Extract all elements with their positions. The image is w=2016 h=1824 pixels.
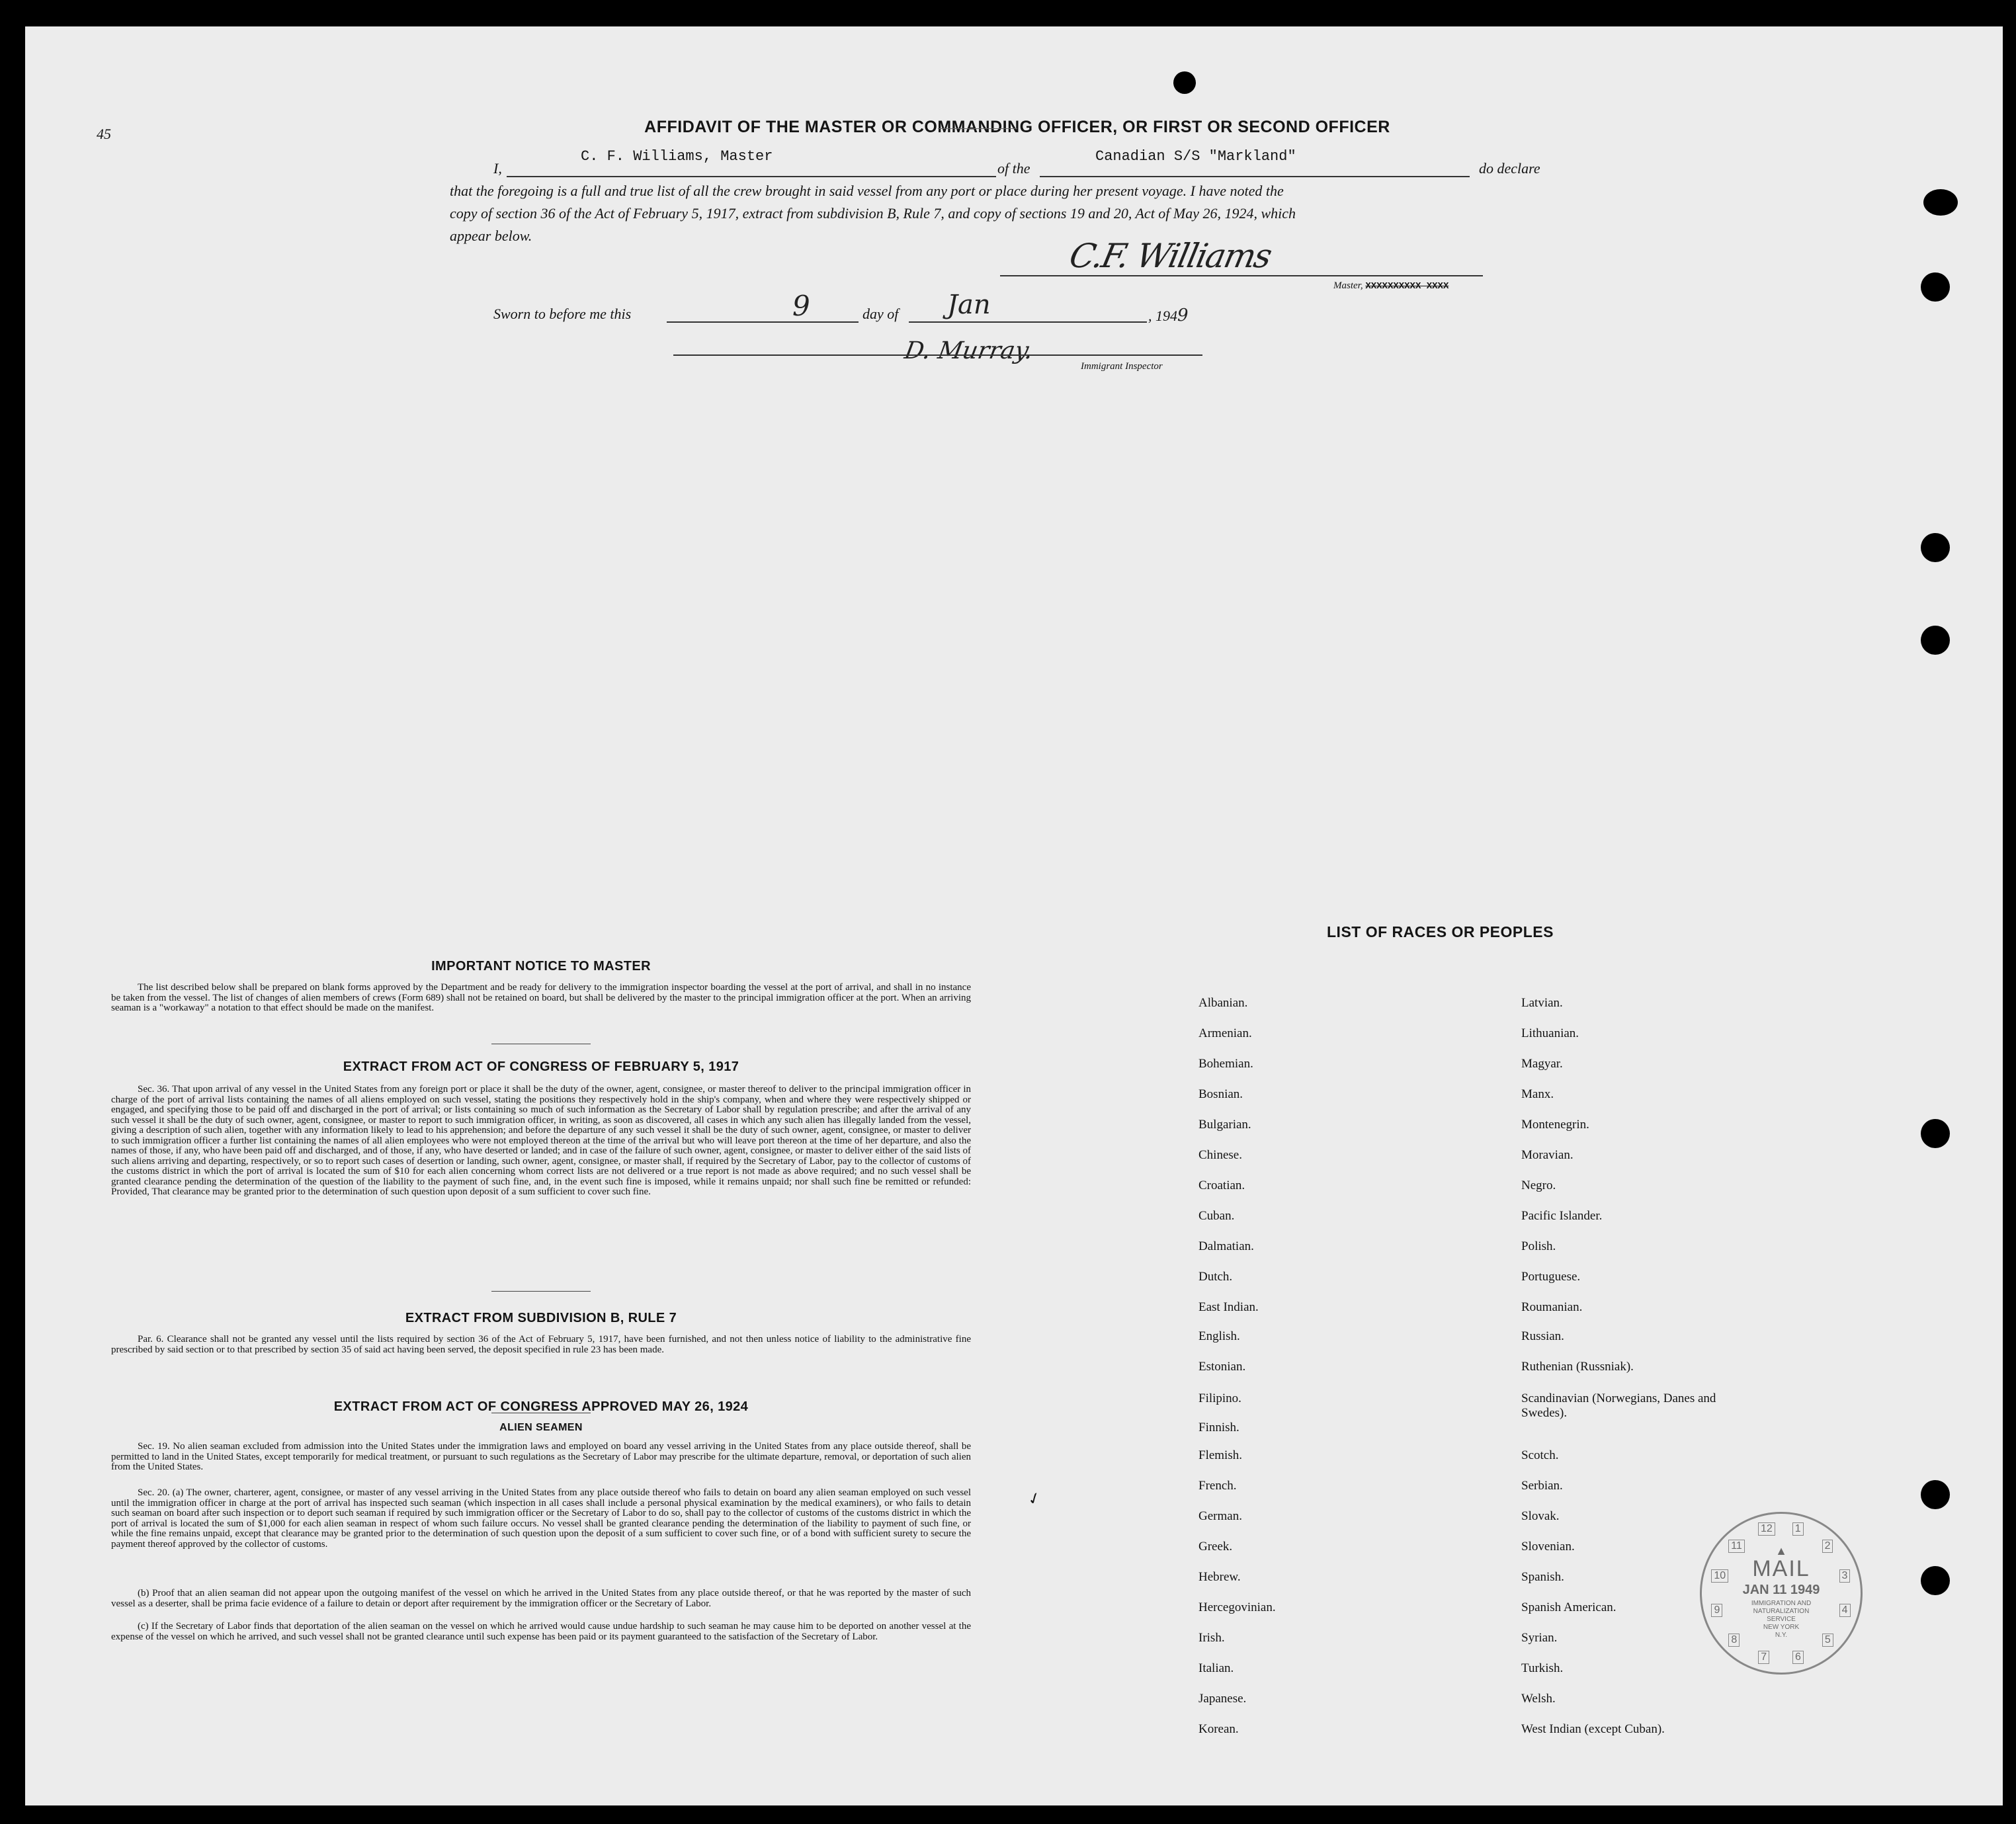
stamp-number: 3 [1839, 1569, 1851, 1583]
race-item: Manx. [1521, 1087, 1554, 1101]
race-item: Russian. [1521, 1329, 1564, 1343]
stamp-word: MAIL [1752, 1556, 1810, 1581]
race-item: Scandinavian (Norwegians, Danes and Swedes). [1521, 1391, 1716, 1420]
affidavit-title: AFFIDAVIT OF THE MASTER OR COMMANDING OFFICER, OR FIRST OR SECOND OFFICER [644, 118, 1390, 136]
inspector-label: Immigrant Inspector [1081, 361, 1163, 372]
race-item: Slovak. [1521, 1509, 1560, 1523]
race-item: Korean. [1198, 1722, 1239, 1736]
race-item: Pacific Islander. [1521, 1209, 1603, 1223]
stamp-line1: IMMIGRATION AND [1751, 1600, 1812, 1607]
sworn-year [1148, 306, 1189, 325]
inspector-line [673, 354, 1202, 356]
race-item: Japanese. [1198, 1692, 1247, 1706]
race-item: English. [1198, 1329, 1240, 1343]
punch-hole [1921, 626, 1950, 655]
mail-stamp [1700, 1512, 1863, 1675]
extract-1924-sec20c: (c) If the Secretary of Labor finds that deportation of the alien seaman on the vessel on which he arrived would cause undue hardship to such seaman he may cause him to be deported on another vessel at the expense of the vessel on which he arrived, and such vessel shall not be granted clearance until such expense has been paid or its payment guaranteed to the satisfaction of the Secretary of Labor. [111, 1621, 971, 1642]
year-prefix: , 194 [1148, 308, 1177, 324]
punch-hole [1921, 1480, 1950, 1509]
race-item: Albanian. [1198, 996, 1248, 1010]
race-item: Bulgarian. [1198, 1118, 1251, 1132]
extract-1924-title: EXTRACT FROM ACT OF CONGRESS APPROVED MAY 26, 1924 [333, 1399, 749, 1414]
stamp-number: 5 [1822, 1634, 1833, 1647]
extract-1924-sec19: Sec. 19. No alien seaman excluded from admission into the United States under the immigration laws and employed on board any vessel arriving in the United States from any place outside thereof, shall be permitted to land in the United States, except temporarily for medical treatment, or pursuant to such regulations as the Secretary of Labor may prescribe for the ultimate departure, removal, or deportation of such alien from the United States. [111, 1441, 971, 1472]
race-item: Filipino. [1198, 1391, 1241, 1405]
section-divider [491, 1291, 591, 1292]
name-line [507, 176, 996, 177]
extract-1917-text: Sec. 36. That upon arrival of any vessel in the United States from any foreign port or place it shall be the duty of the owner, agent, consignee, or master thereof to deliver to the principal immigration officer in charge of the port of arrival lists containing the names of all aliens employed on such vessel, stating the positions they respectively hold in the ship's company, when and where they were respectively shipped or engaged, and specifying those to be paid off and discharged in the port of arrival; or lists containing so much of such information as the Secretary of Labor shall by regulation prescribe; and after the arrival of any such vessel it shall be the duty of such owner, agent, consignee, or master to report to such immigration officer, in writing, as soon as discovered, all cases in which any such alien has illegally landed from the vessel, giving a description of such alien, together with any information likely to lead to his apprehension; and before the departure of any such vessel it shall be the duty of such owner, agent, consignee, or master to deliver to such immigration officer a further list containing the names of all alien employees who were not employed thereon at the time of the arrival but who will leave port thereon at the time of her departure, and also the names of those, if any, who have been paid off and discharged, and of those, if any, who have deserted or landed; and in case of the failure of such owner, agent, consignee, or master to deliver either of the said lists of such aliens arriving and departing, respectively, or so to report such cases of desertion or landing, such owner, agent, consignee, or master shall, if required by the Secretary of Labor, pay to the collector of customs of the customs district in which the port of arrival is located the sum of $10 for each alien concerning whom correct lists are not delivered or a true report is not made as above required; and no such vessel shall be granted clearance pending the determination of the question of the liability to the payment of such fine, and, in the event such fine is imposed, while it remains unpaid; nor shall such fine be remitted or refunded: Provided, That clearance may be granted prior to the determination of such question upon deposit of a sum sufficient to cover such fine. [111, 1084, 971, 1197]
extract-1924-sec20a: Sec. 20. (a) The owner, charterer, agent, consignee, or master of any vessel arriving in the United States from any place outside thereof who fails to detain on board any alien seaman employed on such vessel until the immigration officer in charge at the port of arrival has inspected such seaman (which inspection in all cases shall include a personal physical examination by the medical examiners), or who fails to detain such seaman on board after such inspection or to deport such seaman if required by such immigration officer or the Secretary of Labor to do so, shall pay to the collector of customs of the customs district in which the port of arrival is located the sum of $1,000 for each alien seaman in respect of whom such failure occurs. No vessel shall be granted clearance pending the determination of the liability to payment of such fine, or while the fine remains unpaid, except that clearance may be granted prior to the determination of such question upon the deposit of a sum sufficient to cover such fine, or of a bond with sufficient surety to secure the payment thereof approved by the collector of customs. [111, 1487, 971, 1550]
race-item: Bosnian. [1198, 1087, 1243, 1101]
race-item: Latvian. [1521, 996, 1563, 1010]
race-item: Italian. [1198, 1661, 1234, 1675]
punch-hole [1923, 189, 1958, 216]
race-item: Ruthenian (Russniak). [1521, 1360, 1634, 1374]
stamp-line5: N.Y. [1775, 1632, 1788, 1639]
stamp-arrow-icon: ▲ [1775, 1544, 1787, 1557]
stamp-number: 7 [1758, 1651, 1769, 1664]
master-struck: XXXXXXXXXX XXXX [1365, 281, 1449, 292]
race-item: Scotch. [1521, 1448, 1559, 1462]
race-item: Dutch. [1198, 1270, 1233, 1284]
declaration-line3: appear below. [450, 228, 532, 244]
extract-1924-sec20b: (b) Proof that an alien seaman did not appear upon the outgoing manifest of the vessel on which he arrived in the United States from any place outside thereof, or that he was reported by the master of such vessel as a deserter, shall be prima facie evidence of a failure to detain or deport after requirement by the immigration officer or the Secretary of Labor. [111, 1588, 971, 1609]
day-of-label: day of [862, 306, 899, 322]
master-signature: C.F. Williams [1066, 237, 1275, 275]
tick-mark: ✓ [1025, 1489, 1044, 1510]
race-item: Dalmatian. [1198, 1239, 1254, 1253]
punch-hole [1921, 533, 1950, 562]
notice-title: IMPORTANT NOTICE TO MASTER [431, 959, 651, 974]
inspector-signature: D. Murray. [902, 337, 1036, 364]
stamp-line3: SERVICE [1767, 1616, 1796, 1623]
declaration-line2: copy of section 36 of the Act of February 5, 1917, extract from subdivision B, Rule 7, and copy of sections 19 and 20, Act of May 26, 1924, which [450, 205, 1296, 222]
punch-hole [1921, 1566, 1950, 1595]
do-declare: do declare [1479, 160, 1540, 177]
race-item: Greek. [1198, 1540, 1233, 1554]
stamp-number: 1 [1792, 1522, 1804, 1536]
stamp-number: 6 [1792, 1651, 1804, 1664]
stamp-number: 2 [1822, 1540, 1833, 1553]
stamp-number: 8 [1728, 1634, 1740, 1647]
race-item: Estonian. [1198, 1360, 1246, 1374]
master-label-text: Master, [1333, 280, 1363, 291]
race-item: Croatian. [1198, 1179, 1245, 1192]
race-item: Finnish. [1198, 1421, 1239, 1434]
race-item: East Indian. [1198, 1300, 1259, 1314]
i-label: I, [493, 160, 502, 177]
punch-hole [1173, 71, 1196, 94]
race-item: Hebrew. [1198, 1570, 1241, 1584]
of-the-label: of the [997, 160, 1030, 177]
race-item: Irish. [1198, 1631, 1225, 1645]
punch-hole [1921, 1119, 1950, 1148]
race-item: Spanish American. [1521, 1600, 1617, 1614]
race-item: Welsh. [1521, 1692, 1556, 1706]
punch-hole [1921, 272, 1950, 302]
vessel-line [1040, 176, 1470, 177]
race-item: Turkish. [1521, 1661, 1564, 1675]
extract-1924-subtitle: ALIEN SEAMEN [499, 1422, 583, 1433]
race-item: Syrian. [1521, 1631, 1558, 1645]
year-suffix: 9 [1177, 306, 1189, 325]
race-item: Serbian. [1521, 1479, 1563, 1493]
extract-1917-title: EXTRACT FROM ACT OF CONGRESS OF FEBRUARY 5, 1917 [343, 1059, 739, 1074]
sworn-month: Jan [947, 290, 991, 320]
race-item: Chinese. [1198, 1148, 1242, 1162]
race-item: Magyar. [1521, 1057, 1563, 1071]
document-page [25, 26, 2003, 1805]
race-item: Roumanian. [1521, 1300, 1583, 1314]
race-item: Cuban. [1198, 1209, 1235, 1223]
extract-rule7-text: Par. 6. Clearance shall not be granted any vessel until the lists required by section 36 of the Act of February 5, 1917, have been furnished, and not then unless notice of liability to the administrative fine prescribed by said section or to that prescribed by section 35 of said act having been served, the deposit specified in rule 23 has been made. [111, 1334, 971, 1355]
race-item: Polish. [1521, 1239, 1556, 1253]
sworn-day: 9 [792, 290, 810, 322]
race-item: Portuguese. [1521, 1270, 1581, 1284]
sworn-day-line [667, 321, 859, 323]
title-rule [938, 128, 1017, 129]
race-item: Moravian. [1521, 1148, 1574, 1162]
declaration-line1: that the foregoing is a full and true list of all the crew brought in said vessel from any port or place during her present voyage. I have noted the [450, 183, 1284, 199]
races-title: LIST OF RACES OR PEOPLES [1327, 923, 1554, 940]
vessel-name: Canadian S/S "Markland" [1095, 148, 1296, 165]
notice-text: The list described below shall be prepared on blank forms approved by the Department and be ready for delivery to the immigration inspector boarding the vessel at the port of arrival, and shall in no instance be taken from the vessel. The list of changes of alien members of crews (Form 689) shall not be retained on board, but shall be delivered by the master to the principal immigration officer at the port. When an arriving seaman is a "workaway" a notation to that effect should be made on the manifest. [111, 982, 971, 1013]
stamp-line2: NATURALIZATION [1753, 1608, 1810, 1615]
margin-note: 45 [97, 126, 111, 142]
sworn-label: Sworn to before me this [493, 306, 632, 322]
master-name: C. F. Williams, Master [581, 148, 773, 165]
master-label [1333, 280, 1449, 292]
race-item: French. [1198, 1479, 1237, 1493]
stamp-line4: NEW YORK [1763, 1624, 1800, 1631]
sworn-month-line [909, 321, 1147, 323]
race-item: Slovenian. [1521, 1540, 1575, 1554]
stamp-number: 10 [1711, 1569, 1728, 1583]
race-item: Montenegrin. [1521, 1118, 1589, 1132]
stamp-date: JAN 11 1949 [1742, 1583, 1820, 1597]
race-item: German. [1198, 1509, 1242, 1523]
stamp-number: 11 [1728, 1540, 1745, 1553]
extract-rule7-title: EXTRACT FROM SUBDIVISION B, RULE 7 [405, 1311, 677, 1325]
race-item: Armenian. [1198, 1026, 1252, 1040]
race-item: Hercegovinian. [1198, 1600, 1276, 1614]
stamp-number: 12 [1758, 1522, 1775, 1536]
signature-line [1000, 275, 1483, 276]
stamp-number: 4 [1839, 1604, 1851, 1617]
race-item: Spanish. [1521, 1570, 1564, 1584]
race-item: West Indian (except Cuban). [1521, 1722, 1665, 1736]
race-item: Lithuanian. [1521, 1026, 1579, 1040]
race-item: Bohemian. [1198, 1057, 1253, 1071]
race-item: Flemish. [1198, 1448, 1242, 1462]
stamp-number: 9 [1711, 1604, 1722, 1617]
race-item: Negro. [1521, 1179, 1556, 1192]
